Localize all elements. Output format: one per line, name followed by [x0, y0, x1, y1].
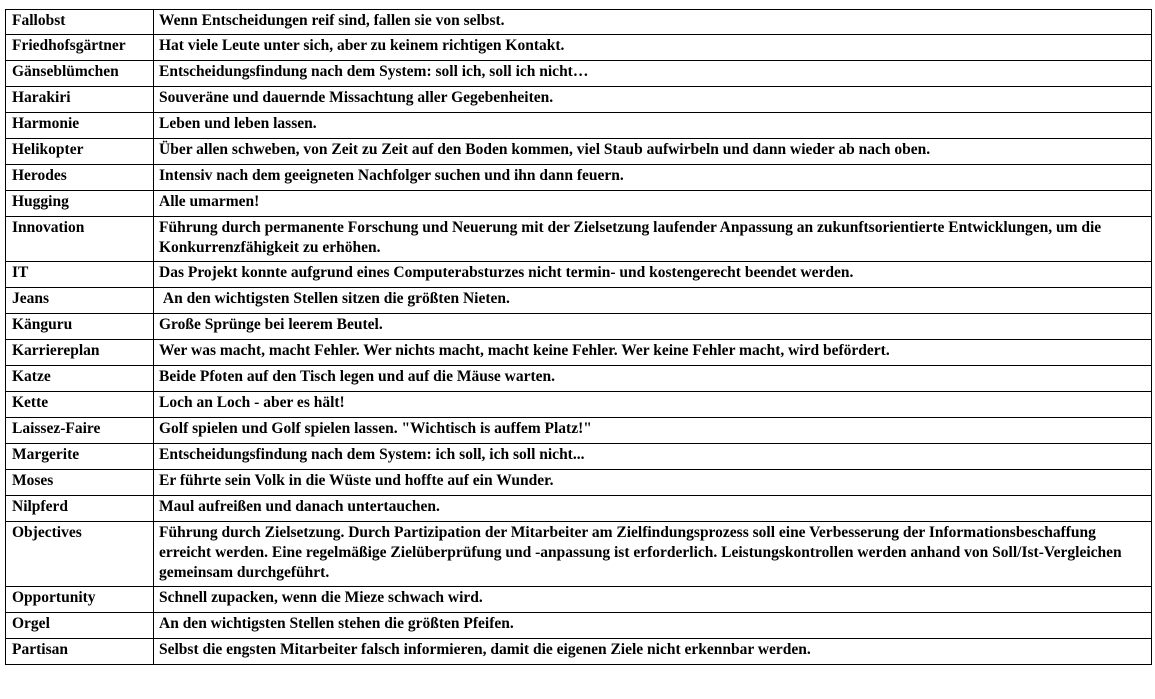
- definition-cell: Maul aufreißen und danach untertauchen.: [154, 496, 1152, 522]
- table-row: [6, 10, 1152, 35]
- term-cell: Objectives: [6, 522, 154, 587]
- definition-cell: An den wichtigsten Stellen sitzen die größten Nieten.: [154, 288, 1152, 314]
- table-row: [6, 613, 1152, 639]
- term-cell: Laissez-Faire: [6, 418, 154, 444]
- term-cell: Karriereplan: [6, 340, 154, 366]
- definition-cell: Führung durch Zielsetzung. Durch Partizipation der Mitarbeiter am Zielfindungsprozess soll eine Verbesserung der Informationsbeschaffung erreicht werden. Eine regelmäßige Zielüberprüfung und -anpassung ist erforderlich. Leistungskontrollen werden anhand von Soll/Ist-Vergleichen gemeinsam durchgeführt.: [154, 522, 1152, 587]
- definition-cell: Entscheidungsfindung nach dem System: ich soll, ich soll nicht...: [154, 444, 1152, 470]
- term-cell: Nilpferd: [6, 496, 154, 522]
- definition-cell: Wenn Entscheidungen reif sind, fallen sie von selbst.: [154, 10, 1152, 35]
- term-cell: Katze: [6, 366, 154, 392]
- glossary-table: [5, 9, 1152, 665]
- table-row: [6, 470, 1152, 496]
- term-cell: Helikopter: [6, 139, 154, 165]
- definition-cell: Golf spielen und Golf spielen lassen. "Wichtisch is auffem Platz!": [154, 418, 1152, 444]
- table-row: [6, 444, 1152, 470]
- table-row: [6, 262, 1152, 288]
- table-row: [6, 61, 1152, 87]
- definition-cell: Schnell zupacken, wenn die Mieze schwach wird.: [154, 587, 1152, 613]
- table-row: [6, 35, 1152, 61]
- table-row: [6, 418, 1152, 444]
- table-row: [6, 113, 1152, 139]
- term-cell: Orgel: [6, 613, 154, 639]
- term-cell: Kette: [6, 392, 154, 418]
- table-row: [6, 217, 1152, 262]
- table-row: [6, 139, 1152, 165]
- definition-cell: Wer was macht, macht Fehler. Wer nichts macht, macht keine Fehler. Wer keine Fehler macht, wird befördert.: [154, 340, 1152, 366]
- definition-cell: Beide Pfoten auf den Tisch legen und auf die Mäuse warten.: [154, 366, 1152, 392]
- table-row: [6, 87, 1152, 113]
- definition-cell: Das Projekt konnte aufgrund eines Computerabsturzes nicht termin- und kostengerecht beendet werden.: [154, 262, 1152, 288]
- definition-cell: Führung durch permanente Forschung und Neuerung mit der Zielsetzung laufender Anpassung an zukunftsorientierte Entwicklungen, um die Konkurrenzfähigkeit zu erhöhen.: [154, 217, 1152, 262]
- definition-cell: Intensiv nach dem geeigneten Nachfolger suchen und ihn dann feuern.: [154, 165, 1152, 191]
- term-cell: Moses: [6, 470, 154, 496]
- definition-cell: Hat viele Leute unter sich, aber zu keinem richtigen Kontakt.: [154, 35, 1152, 61]
- term-cell: Partisan: [6, 639, 154, 665]
- table-row: [6, 191, 1152, 217]
- table-row: [6, 392, 1152, 418]
- term-cell: Herodes: [6, 165, 154, 191]
- table-row: [6, 366, 1152, 392]
- definition-cell: An den wichtigsten Stellen stehen die größten Pfeifen.: [154, 613, 1152, 639]
- definition-cell: Souveräne und dauernde Missachtung aller Gegebenheiten.: [154, 87, 1152, 113]
- term-cell: Margerite: [6, 444, 154, 470]
- definition-cell: Große Sprünge bei leerem Beutel.: [154, 314, 1152, 340]
- definition-cell: Alle umarmen!: [154, 191, 1152, 217]
- table-row: [6, 314, 1152, 340]
- term-cell: Känguru: [6, 314, 154, 340]
- definition-cell: Er führte sein Volk in die Wüste und hoffte auf ein Wunder.: [154, 470, 1152, 496]
- table-row: [6, 522, 1152, 587]
- definition-cell: Loch an Loch - aber es hält!: [154, 392, 1152, 418]
- term-cell: Hugging: [6, 191, 154, 217]
- term-cell: IT: [6, 262, 154, 288]
- term-cell: Gänseblümchen: [6, 61, 154, 87]
- table-row: [6, 165, 1152, 191]
- table-row: [6, 496, 1152, 522]
- table-row: [6, 340, 1152, 366]
- term-cell: Friedhofsgärtner: [6, 35, 154, 61]
- table-row: [6, 587, 1152, 613]
- term-cell: Opportunity: [6, 587, 154, 613]
- table-row: [6, 639, 1152, 665]
- definition-cell: Über allen schweben, von Zeit zu Zeit auf den Boden kommen, viel Staub aufwirbeln und dann wieder ab nach oben.: [154, 139, 1152, 165]
- definition-cell: Selbst die engsten Mitarbeiter falsch informieren, damit die eigenen Ziele nicht erkennbar werden.: [154, 639, 1152, 665]
- table-row: [6, 288, 1152, 314]
- term-cell: Innovation: [6, 217, 154, 262]
- term-cell: Harakiri: [6, 87, 154, 113]
- term-cell: Fallobst: [6, 10, 154, 35]
- definition-cell: Leben und leben lassen.: [154, 113, 1152, 139]
- definition-cell: Entscheidungsfindung nach dem System: soll ich, soll ich nicht…: [154, 61, 1152, 87]
- term-cell: Jeans: [6, 288, 154, 314]
- term-cell: Harmonie: [6, 113, 154, 139]
